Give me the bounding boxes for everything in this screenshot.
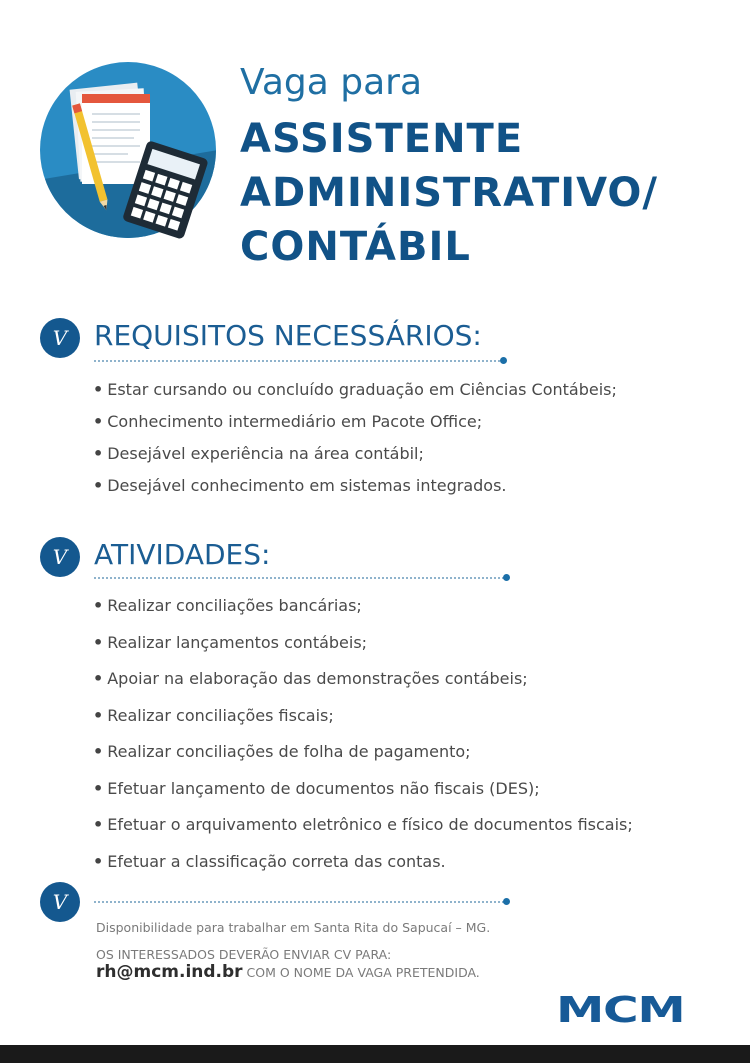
atividades-section-header <box>40 537 520 585</box>
mcm-logo: MCM <box>556 990 685 1031</box>
check-icon: V <box>40 537 80 577</box>
section-divider <box>94 577 504 579</box>
list-item: • Realizar lançamentos contábeis; <box>93 632 368 652</box>
divider-end-dot <box>503 574 510 581</box>
list-item: • Conhecimento intermediário em Pacote Office; <box>93 412 483 431</box>
bottom-bar <box>0 1045 750 1063</box>
check-icon: V <box>40 318 80 358</box>
title-prefix: Vaga para <box>240 62 423 103</box>
atividades-list <box>93 596 633 888</box>
contact-line <box>96 962 480 982</box>
requisitos-section-header <box>40 318 520 366</box>
list-item: • Realizar conciliações fiscais; <box>93 705 334 725</box>
section-divider <box>94 901 504 903</box>
list-item: • Efetuar lançamento de documentos não fiscais (DES); <box>93 778 540 798</box>
job-title-line: CONTÁBIL <box>240 224 471 270</box>
check-icon: V <box>40 882 80 922</box>
documents-calculator-illustration <box>38 60 218 240</box>
list-item: • Desejável conhecimento em sistemas integrados. <box>93 476 507 495</box>
section-title-atividades: ATIVIDADES: <box>94 538 271 571</box>
instruction-text: OS INTERESSADOS DEVERÃO ENVIAR CV PARA: <box>96 947 392 962</box>
job-title-line: ADMINISTRATIVO/ <box>240 170 658 216</box>
list-item: • Desejável experiência na área contábil; <box>93 444 424 463</box>
section-divider <box>94 360 500 362</box>
section-title-requisitos: REQUISITOS NECESSÁRIOS: <box>94 319 482 352</box>
job-title <box>240 112 658 274</box>
list-item: • Efetuar a classificação correta das contas. <box>93 851 446 871</box>
list-item: • Apoiar na elaboração das demonstrações contábeis; <box>93 669 528 688</box>
list-item: • Efetuar o arquivamento eletrônico e físico de documentos fiscais; <box>93 815 633 834</box>
requisitos-list <box>93 380 617 508</box>
list-item: • Realizar conciliações bancárias; <box>93 596 362 615</box>
divider-end-dot <box>500 357 507 364</box>
divider-end-dot <box>503 898 510 905</box>
list-item: • Estar cursando ou concluído graduação em Ciências Contábeis; <box>93 380 617 399</box>
email-suffix-text: COM O NOME DA VAGA PRETENDIDA. <box>246 965 480 980</box>
job-title-line: ASSISTENTE <box>240 116 524 162</box>
email-link[interactable]: rh@mcm.ind.br <box>96 962 243 982</box>
availability-text: Disponibilidade para trabalhar em Santa Rita do Sapucaí – MG. <box>96 920 491 935</box>
list-item: • Realizar conciliações de folha de pagamento; <box>93 742 471 761</box>
